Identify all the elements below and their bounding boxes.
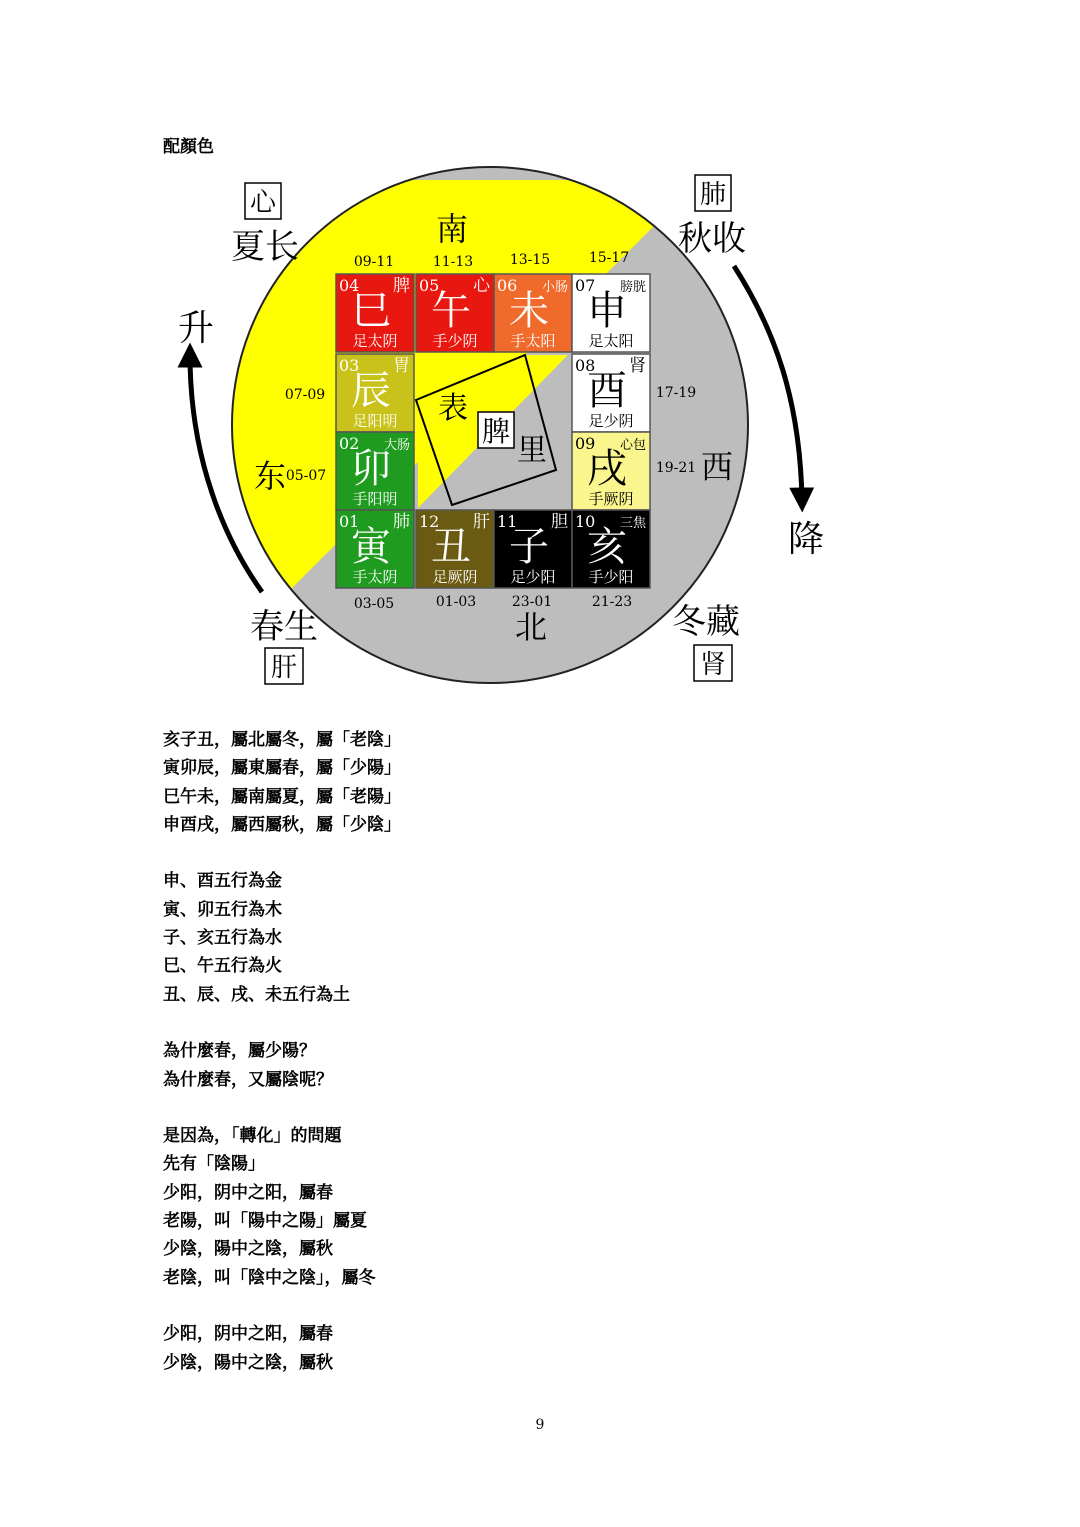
text-line: 少阳，阴中之阳，屬春 — [163, 1182, 333, 1203]
hour-left-2: 05-07 — [285, 468, 327, 484]
paragraph-gap — [163, 1009, 923, 1037]
cell-meridian: 足厥阴 — [432, 568, 478, 586]
meridian-cell-12 — [416, 510, 494, 588]
direction-south: 南 — [435, 210, 469, 248]
season-winter-label: 冬藏 — [672, 602, 740, 642]
cell-organ: 肝 — [473, 512, 490, 532]
hour-left-1: 07-09 — [284, 387, 326, 403]
meridian-cell-01 — [336, 510, 414, 588]
cell-organ: 脾 — [393, 276, 410, 296]
text-line: 少陰，陽中之陰，屬秋 — [163, 1352, 333, 1373]
center-biao: 表 — [438, 391, 468, 426]
text-line: 是因為，「轉化」的問題 — [163, 1126, 342, 1147]
text-line: 亥子丑，屬北屬冬，屬「老陰」 — [163, 730, 401, 750]
text-line: 少陰，陽中之陰，屬秋 — [163, 1239, 333, 1260]
cell-branch: 辰 — [351, 368, 391, 414]
season-spring-organ: 肝 — [270, 653, 298, 683]
hour-bottom-4: 21-23 — [591, 594, 633, 610]
cell-meridian: 手太阳 — [510, 332, 556, 350]
text-line: 巳、午五行為火 — [163, 956, 282, 977]
meridian-cell-02 — [336, 432, 414, 510]
season-autumn-label: 秋收 — [678, 219, 746, 259]
meridian-cell-06 — [494, 274, 572, 352]
hour-top-4: 15-17 — [588, 250, 630, 266]
cell-organ: 心 — [473, 276, 490, 296]
hour-bottom-3: 23-01 — [511, 594, 553, 610]
meridian-cell-05 — [416, 274, 494, 352]
paragraph-gap — [163, 1094, 923, 1122]
hour-bottom-2: 01-03 — [435, 594, 477, 610]
meridian-cell-04 — [336, 274, 414, 352]
text-line: 申酉戌，屬西屬秋，屬「少陰」 — [163, 814, 401, 835]
cell-organ: 肺 — [393, 512, 410, 532]
meridian-cell-09 — [572, 432, 650, 510]
cell-organ: 肾 — [629, 356, 646, 376]
season-summer-organ: 心 — [249, 188, 277, 218]
cell-meridian: 手太阴 — [352, 568, 398, 586]
cell-branch: 亥 — [587, 524, 627, 570]
text-line: 為什麼春，又屬陰呢？ — [163, 1069, 333, 1090]
cell-number: 07 — [575, 276, 596, 295]
page-heading: 配顏色 — [163, 137, 214, 157]
direction-west: 西 — [700, 448, 734, 486]
cell-number: 06 — [497, 276, 518, 295]
cell-organ: 小肠 — [541, 280, 568, 295]
cell-branch: 午 — [431, 288, 471, 334]
text-line: 申、酉五行為金 — [163, 871, 282, 892]
season-spring-label: 春生 — [250, 607, 318, 647]
text-line: 巳午未，屬南屬夏，屬「老陽」 — [163, 786, 401, 807]
meridian-cell-10 — [572, 510, 650, 588]
direction-east: 东 — [253, 457, 287, 495]
text-line: 丑、辰、戌、未五行為土 — [163, 984, 350, 1005]
hour-top-2: 11-13 — [432, 254, 474, 270]
season-autumn-organ: 肺 — [699, 180, 727, 210]
cell-organ: 三焦 — [619, 516, 646, 531]
season-summer-label: 夏长 — [231, 227, 299, 267]
text-line: 子、亥五行為水 — [163, 928, 282, 949]
hour-top-3: 13-15 — [509, 252, 551, 268]
cell-number: 04 — [339, 276, 360, 295]
meridian-cell-03 — [336, 354, 414, 432]
center-li: 里 — [517, 433, 547, 468]
text-line: 少阳，阴中之阳，屬春 — [163, 1324, 333, 1345]
hour-right-2: 19-21 — [655, 460, 697, 476]
hour-bottom-1: 03-05 — [353, 596, 395, 612]
meridian-cell-11 — [494, 510, 572, 588]
cell-branch: 申 — [587, 288, 627, 334]
cell-meridian: 足太阳 — [588, 332, 634, 350]
direction-north: 北 — [514, 608, 548, 646]
cell-organ: 心包 — [619, 438, 646, 453]
cell-branch: 丑 — [431, 524, 471, 570]
cell-number: 01 — [339, 512, 360, 531]
cell-number: 05 — [419, 276, 440, 295]
text-line: 老陰，叫「陰中之陰」，屬冬 — [163, 1267, 376, 1288]
meridian-cell-07 — [572, 274, 650, 352]
hour-top-1: 09-11 — [353, 254, 395, 270]
cell-meridian: 足太阴 — [352, 332, 398, 350]
cell-meridian: 手少阳 — [588, 568, 634, 586]
cell-organ: 胆 — [551, 512, 568, 532]
text-line: 為什麼春，屬少陽？ — [163, 1041, 316, 1062]
cell-number: 03 — [339, 356, 360, 375]
cell-organ: 大肠 — [383, 438, 410, 453]
cell-meridian: 足少阴 — [588, 412, 634, 430]
rise-label: 升 — [177, 308, 215, 349]
yin-yang-meridian-diagram — [0, 0, 1080, 720]
cell-number: 11 — [497, 512, 518, 531]
page-number: 9 — [535, 1417, 545, 1433]
cell-branch: 子 — [509, 524, 549, 570]
text-line: 寅卯辰，屬東屬春，屬「少陽」 — [163, 758, 401, 779]
cell-number: 09 — [575, 434, 596, 453]
text-line: 寅、卯五行為木 — [163, 899, 282, 920]
meridian-cell-08 — [572, 354, 650, 432]
season-winter-organ: 肾 — [699, 650, 727, 680]
cell-meridian: 手厥阴 — [588, 490, 634, 508]
cell-number: 12 — [419, 512, 440, 531]
body-text — [163, 726, 923, 1377]
cell-meridian: 手少阴 — [432, 332, 478, 350]
cell-number: 02 — [339, 434, 360, 453]
fall-label: 降 — [787, 519, 825, 560]
cell-branch: 卯 — [351, 446, 391, 492]
paragraph-gap — [163, 1292, 923, 1320]
text-line: 先有「陰陽」 — [163, 1154, 265, 1175]
center-organ: 脾 — [481, 415, 511, 448]
paragraph-gap — [163, 839, 923, 867]
cell-number: 10 — [575, 512, 596, 531]
hour-right-1: 17-19 — [655, 385, 697, 401]
cell-meridian: 足少阳 — [510, 568, 556, 586]
cell-branch: 未 — [509, 288, 549, 334]
cell-branch: 戌 — [587, 446, 627, 492]
cell-branch: 巳 — [351, 288, 391, 334]
cell-number: 08 — [575, 356, 596, 375]
cell-branch: 寅 — [351, 524, 391, 570]
text-line: 老陽，叫「陽中之陽」屬夏 — [163, 1211, 367, 1232]
cell-organ: 膀胱 — [619, 280, 646, 295]
cell-organ: 胃 — [393, 356, 410, 376]
cell-meridian: 足阳明 — [352, 412, 398, 430]
cell-branch: 酉 — [587, 368, 627, 414]
cell-meridian: 手阳明 — [352, 490, 398, 508]
